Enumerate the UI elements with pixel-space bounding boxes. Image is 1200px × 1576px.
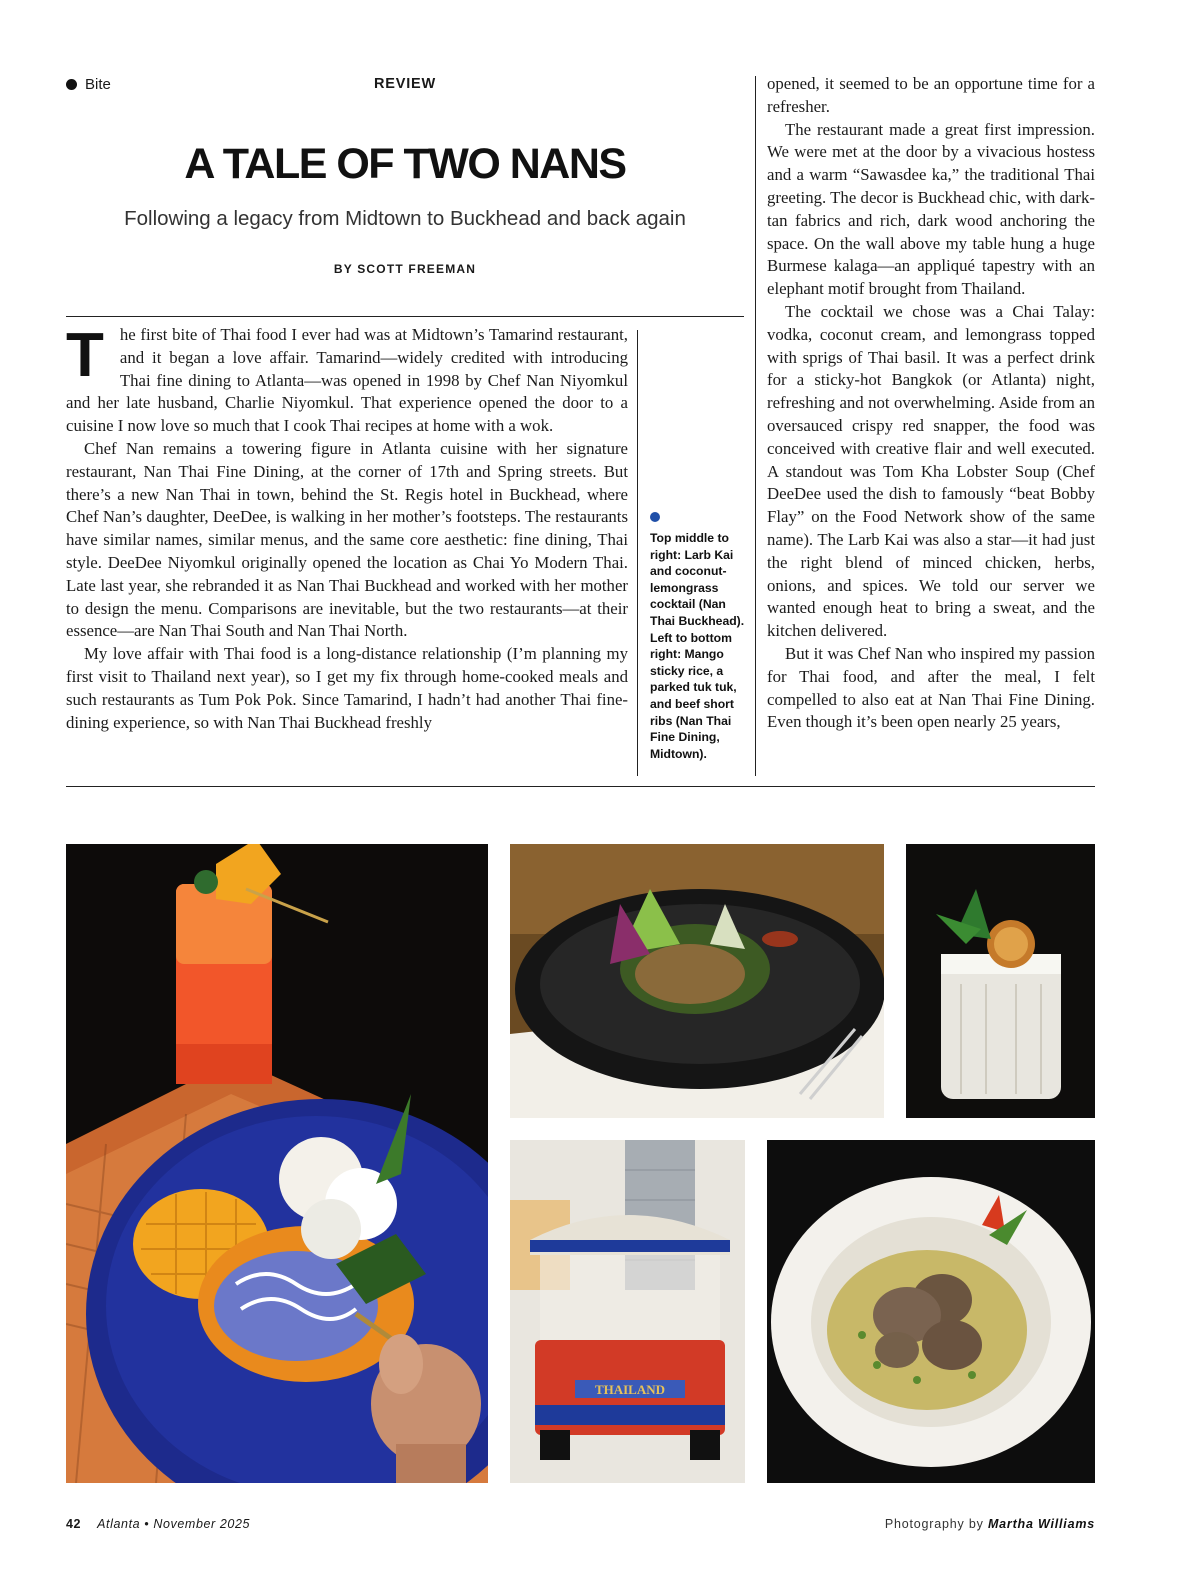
article-column-right [767,73,1095,734]
magazine-issue: Atlanta • November 2025 [97,1517,251,1531]
paragraph: opened, it seemed to be an opportune time for a refresher. [767,74,1095,116]
photo-larb-kai [510,844,884,1118]
photo-caption [650,512,750,762]
kicker: REVIEW [374,76,436,92]
photo-mango-sticky-rice [66,844,488,1483]
page-number: 42 [66,1517,82,1531]
paragraph: My love affair with Thai food is a long-distance relationship (I’m planning my first visit to Thailand next year), so I get my fix through home-cooked meals and such restaurants as Tum Pok Pok. Since Tamarind, I hadn’t had another Thai fine-dining experience, so with Nan Thai Buckhead freshly [66,644,628,732]
byline: BY SCOTT FREEMAN [333,262,477,276]
paragraph: The cocktail we chose was a Chai Talay: vodka, coconut cream, and lemongrass topped with sprigs of Thai basil. It was a perfect drink for a sticky-hot Bangkok (or Atlanta) night, refreshing and not overwhelming. Aside from an oversauced crispy red snapper, the food was conceived with creative flair and well executed. A standout was Tom Kha Lobster Soup (Chef DeeDee used the dish to famously “beat Bobby Flay” on the Food Network show of the same name). The Larb Kai was also a star—it had just the right blend of minced chicken, herbs, onions, and spices. We told our server we wanted enough heat to bring a sweat, and the kitchen delivered. [767,301,1095,641]
dek: Following a legacy from Midtown to Buckhead and back again [124,207,686,230]
photo-tuk-tuk [510,1140,745,1483]
article-column-main [66,321,628,734]
headline: A TALE OF TWO NANS [184,140,626,188]
caption-text: Top middle to right: Larb Kai and coconut-lemongrass cocktail (Nan Thai Buckhead). Left to bottom right: Mango sticky rice, a parked tuk tuk, and beef short ribs (Nan Thai Fine Dining, Midtown). [650,531,745,761]
caption-dot-icon [650,512,660,522]
paragraph: The restaurant made a great first impression. We were met at the door by a vivacious hostess and a warm “Sawasdee ka,” the traditional Thai greeting. The decor is Buckhead chic, with dark-tan fabrics and rich, dark wood anchoring the space. On the wall above my table hung a huge Burmese kalaga—an appliqué tapestry with an elephant motif brought from Thailand. [767,119,1095,299]
divider-column-b [755,76,756,776]
photographer-name: Martha Williams [987,1517,1095,1531]
divider-top [66,316,744,317]
paragraph: Chef Nan remains a towering figure in Atlanta cuisine with her signature restaurant, Nan Thai Fine Dining, at the corner of 17th and Spring streets. But there’s a new Nan Thai in town, behind the St. Regis hotel in Buckhead, where Chef Nan’s daughter, DeeDee, is walking in her mother’s footsteps. The restaurants have similar names, similar menus, and the same core aesthetic: fine dining, Thai style. DeeDee Niyomkul originally opened the location as Chai Yo Modern Thai. Late last year, she rebranded it as Nan Thai Buckhead and worked with her mother to design the menu. Comparisons are inevitable, but the two restaurants—at their essence—are Nan Thai South and Nan Thai North. [66,438,628,641]
divider-column-a [637,330,638,776]
paragraph: But it was Chef Nan who inspired my passion for Thai food, and after the meal, I felt compelled to also eat at Nan Thai Fine Dining. Even though it’s been open nearly 25 years, [767,643,1095,732]
photo-credit [885,1517,1095,1531]
drop-cap: T [66,321,104,390]
section-label: Bite [85,76,111,93]
credit-prefix: Photography by [884,1517,984,1531]
paragraph: The first bite of Thai food I ever had was at Midtown’s Tamarind restaurant, and it began a love affair. Tamarind—widely credited with introducing Thai fine dining to Atlanta—was opened in 1998 by Chef Nan Niyomkul and her late husband, Charlie Niyomkul. That experience opened the door to a cuisine I now love so much that I cook Thai recipes at home with a wok. [66,321,628,436]
photo-beef-short-ribs [767,1140,1095,1483]
divider-bottom [66,786,1095,787]
folio [66,1517,250,1531]
tuk-tuk-plate: THAILAND [594,1382,666,1397]
photo-coconut-cocktail [906,844,1095,1118]
